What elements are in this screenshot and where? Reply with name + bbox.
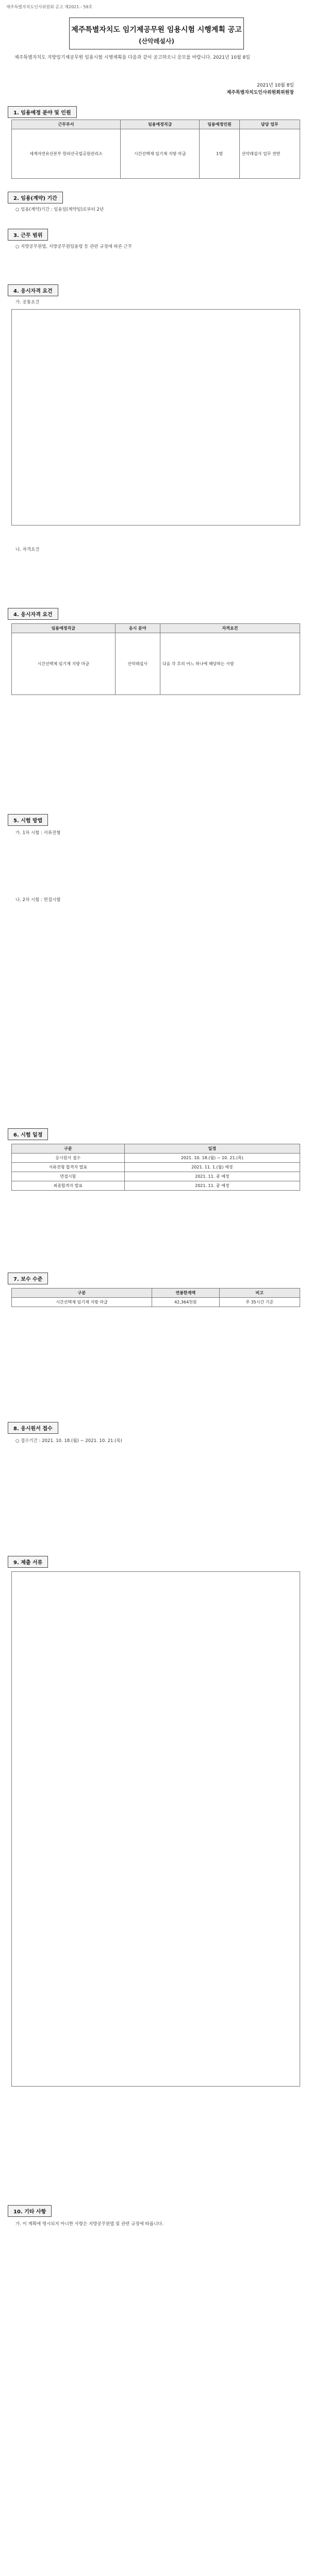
notice-date: 2021년 10월 8일 [257,83,294,88]
section-4b-header: 4. 응시자격 요건 [8,608,58,620]
table-cell: 세계자연유산본부 한라산국립공원관리소 [12,129,121,179]
col-header: 구분 [12,1144,125,1154]
col-header: 임용예정직급 [121,120,200,129]
table-cell: 주 35시간 기준 [219,1298,300,1307]
qualification-table [11,623,300,695]
exam-step-2: 나. 2차 시험 : 면접시험 [15,897,61,903]
term-text: ○ 임용(계약)기간 : 임용일(계약일)로부터 2년 [15,207,104,212]
intro-text: 제주특별자치도 지방임기제공무원 임용시험 시행계획을 다음과 같이 공고하오니 응모를 바랍니다. 2021년 10월 8일 [14,55,250,60]
table-cell: 1명 [200,129,240,179]
section-5-header: 5. 시험 방법 [8,814,48,826]
col-header: 비고 [219,1289,300,1298]
col-header: 연봉한계액 [152,1289,219,1298]
section-4-header: 4. 응시자격 요건 [8,284,58,296]
page-subtitle: (산악레설사) [139,38,174,45]
table-cell: 2021. 10. 18.(월) ~ 10. 21.(목) [124,1154,300,1163]
table-cell: 서류전형 합격자 발표 [12,1163,125,1172]
recruit-table [11,120,300,179]
table-cell: 42,364천원 [152,1298,219,1307]
req-qual-title: 나. 자격요건 [15,547,40,552]
table-cell: 산악레설사 업무 전반 [239,129,300,179]
section-3-header: 3. 근무 범위 [8,229,48,241]
table-cell: 면접시험 [12,1172,125,1181]
col-header: 응시 분야 [115,624,160,633]
col-header: 담당 업무 [239,120,300,129]
application-period: ○ 접수기간 : 2021. 10. 18.(월) ~ 2021. 10. 21.(목) [15,1438,122,1444]
misc-text: 가. 이 계획에 명시되지 아니한 사항은 지방공무원법 및 관련 규정에 따릅니다. [15,2222,163,2227]
col-header: 임용예정직급 [12,624,116,633]
table-cell: 산악레설사 [115,633,160,695]
requirements-box [11,309,300,526]
table-cell: 시간선택제 임기제 지방 마급 [121,129,200,179]
page-title: 제주특별자치도 임기제공무원 임용시험 시행계획 공고 [71,26,242,34]
col-header: 임용예정인원 [200,120,240,129]
title-box [69,18,244,49]
section-1-header: 1. 임용예정 분야 및 인원 [8,106,77,118]
table-cell: 최종합격자 발표 [12,1181,125,1191]
col-header: 구분 [12,1289,152,1298]
req-common-title: 가. 공통요건 [15,300,40,305]
schedule-table [11,1144,300,1191]
salary-table [11,1288,300,1307]
table-cell: 2021. 11. 중 예정 [124,1181,300,1191]
table-cell: 2021. 11. 1.(월) 예정 [124,1163,300,1172]
col-header: 일정 [124,1144,300,1154]
table-cell: 다음 각 호의 어느 하나에 해당하는 사람 [160,633,300,695]
document-ref: 제주특별자치도인사위원회 공고 제2021 - 59호 [6,5,93,9]
table-cell: 응시원서 접수 [12,1154,125,1163]
section-9-header: 9. 제출 서류 [8,1556,48,1568]
table-cell: 시간선택제 임기제 지방 마급 [12,1298,152,1307]
section-6-header: 6. 시험 일정 [8,1128,48,1140]
issuing-org: 제주특별자치도인사위원회위원장 [226,90,294,95]
table-cell: 2021. 11. 중 예정 [124,1172,300,1181]
section-2-header: 2. 임용(계약) 기간 [8,192,63,204]
table-cell: 시간선택제 임기제 지방 마급 [12,633,116,695]
col-header: 근무부서 [12,120,121,129]
section-10-header: 10. 기타 사항 [8,2205,52,2217]
scope-text: ○ 지방공무원법, 지방공무원임용령 등 관련 규정에 따른 근무 [15,244,133,249]
section-8-header: 8. 응시원서 접수 [8,1422,58,1434]
col-header: 자격요건 [160,624,300,633]
section-7-header: 7. 보수 수준 [8,1273,48,1284]
exam-step-1: 가. 1차 시험 : 서류전형 [15,831,61,836]
documents-table [11,1571,300,2087]
